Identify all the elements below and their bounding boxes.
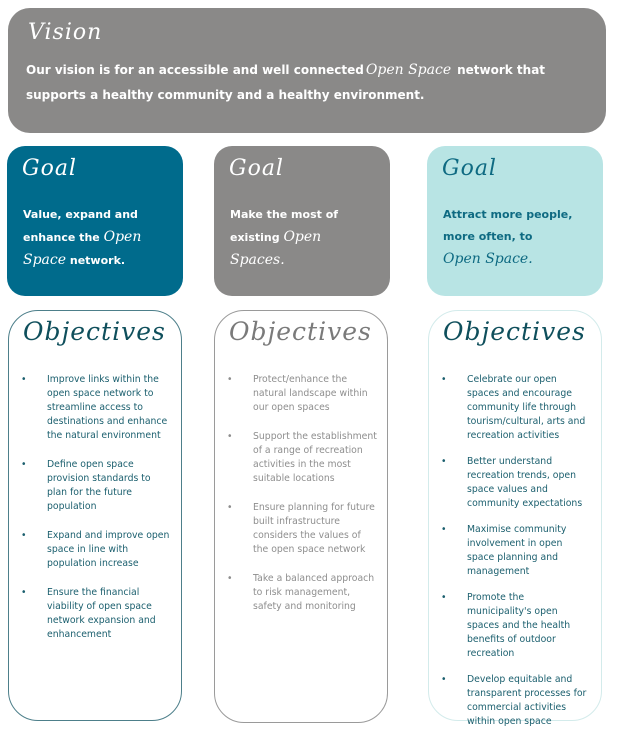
list-item-text: Ensure the financial viability of open space network expansion and enhancement	[47, 587, 156, 640]
list-item	[21, 586, 171, 642]
list-item-text: Protect/enhance the natural landscape within our open spaces	[253, 374, 368, 413]
objectives-card-1	[8, 310, 182, 721]
bullet-icon: •	[21, 374, 27, 385]
goal-text	[230, 204, 380, 272]
list-item-text: Support the establishment of a range of recreation activities in the most suitable locations	[253, 431, 377, 484]
goal-card-1	[7, 146, 183, 296]
goal-title: Goal	[229, 156, 284, 181]
objectives-list	[441, 373, 591, 741]
bullet-icon: •	[441, 374, 447, 385]
list-item-text: Expand and improve open space in line with population increase	[47, 530, 170, 569]
objectives-list	[227, 373, 377, 629]
list-item	[21, 458, 171, 514]
goal-highlight: Open Space	[23, 229, 142, 268]
list-item	[227, 501, 377, 557]
list-item-text: Improve links within the open space network to streamline access to destinations and enhance the natural environment	[47, 374, 168, 441]
list-item	[441, 591, 591, 661]
list-item	[441, 455, 591, 511]
goal-title: Goal	[442, 156, 497, 181]
bullet-icon: •	[227, 573, 233, 584]
objectives-card-3	[428, 310, 602, 727]
list-item	[441, 373, 591, 443]
list-item-text: Promote the municipality's open spaces and the health benefits of outdoor recreation	[467, 592, 571, 659]
list-item-text: Better understand recreation trends, open space values and community expectations	[467, 456, 583, 509]
list-item	[441, 523, 591, 579]
vision-title: Vision	[28, 20, 103, 45]
objectives-title: Objectives	[443, 317, 586, 346]
bullet-icon: •	[441, 524, 447, 535]
goal-card-2	[214, 146, 390, 296]
vision-text-before: Our vision is for an accessible and well connected	[26, 63, 364, 77]
list-item	[21, 529, 171, 571]
goal-text-before: Attract more people, more often, to	[443, 208, 573, 243]
objectives-title: Objectives	[229, 317, 372, 346]
list-item	[227, 572, 377, 614]
list-item-text: Define open space provision standards to plan for the future population	[47, 459, 151, 512]
list-item	[227, 430, 377, 486]
vision-text-after: network that supports a healthy community and a healthy environment.	[26, 63, 546, 102]
goal-title: Goal	[22, 156, 77, 181]
list-item-text: Develop equitable and transparent processes for commercial activities within open space	[467, 674, 587, 727]
bullet-icon: •	[21, 587, 27, 598]
objectives-list	[21, 373, 171, 657]
goal-card-3	[427, 146, 603, 296]
list-item-text: Ensure planning for future built infrastructure considers the values of the open space network	[253, 502, 375, 555]
vision-statement	[26, 58, 596, 108]
objectives-title: Objectives	[23, 317, 166, 346]
objectives-card-2	[214, 310, 388, 723]
bullet-icon: •	[227, 502, 233, 513]
goal-text	[23, 204, 173, 272]
bullet-icon: •	[21, 530, 27, 541]
list-item	[227, 373, 377, 415]
bullet-icon: •	[227, 431, 233, 442]
vision-panel	[8, 8, 606, 133]
goal-highlight: Open Spaces.	[230, 229, 322, 268]
list-item	[21, 373, 171, 443]
list-item-text: Maximise community involvement in open space planning and management	[467, 524, 567, 577]
bullet-icon: •	[227, 374, 233, 385]
goal-highlight: Open Space.	[443, 251, 533, 267]
vision-highlight: Open Space	[365, 62, 452, 78]
bullet-icon: •	[21, 459, 27, 470]
goal-text-before: Value, expand and enhance the	[23, 208, 138, 244]
list-item-text: Celebrate our open spaces and encourage community life through tourism/cultural, arts and recreation activities	[467, 374, 586, 441]
list-item-text: Take a balanced approach to risk management, safety and monitoring	[253, 573, 375, 612]
goal-text	[443, 204, 593, 271]
bullet-icon: •	[441, 456, 447, 467]
bullet-icon: •	[441, 674, 447, 685]
list-item	[441, 673, 591, 729]
bullet-icon: •	[441, 592, 447, 603]
goal-text-after: network.	[69, 254, 126, 267]
goal-text-before: Make the most of existing	[230, 208, 339, 244]
